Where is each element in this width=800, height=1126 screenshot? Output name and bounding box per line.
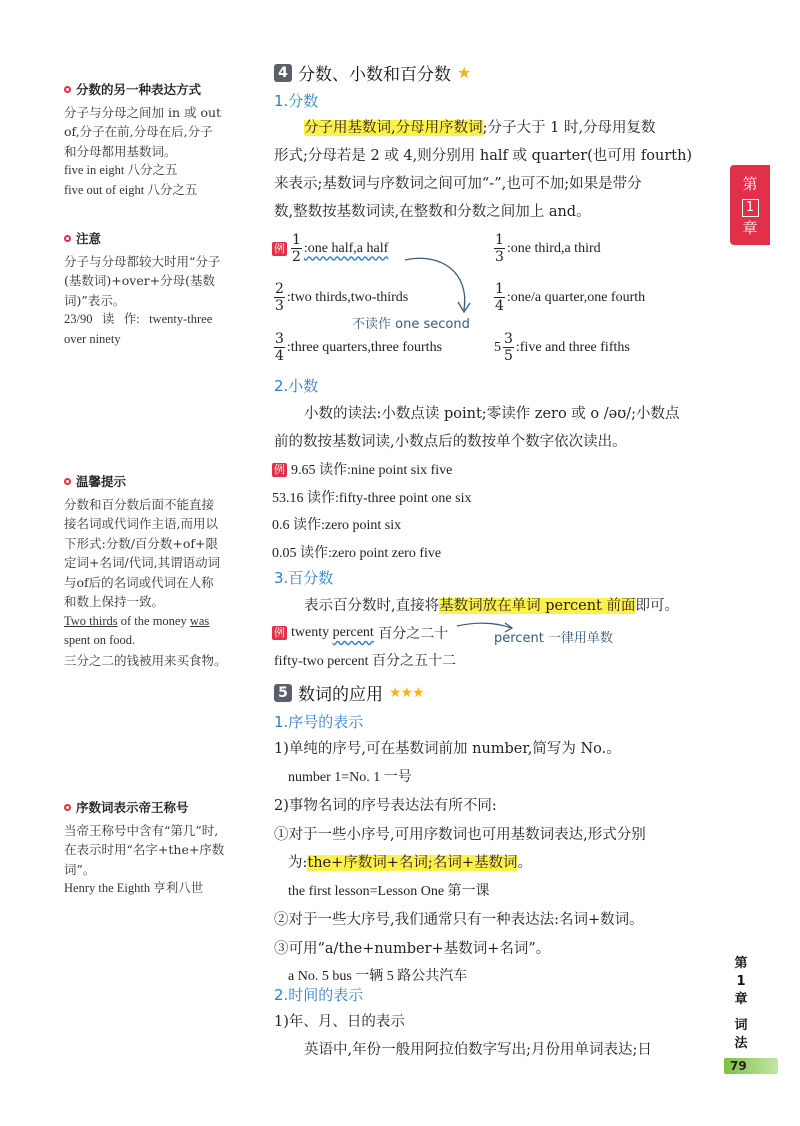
sidebar-note-ordinal-king: 序数词表示帝王称号 当帝王称号中含有“第几”时, 在表示时用“名字+the+序数 词”。 Henry the Eighth 亨利八世 [64,800,225,895]
bullet-icon [64,804,71,811]
subheading-serial-number: 1.序号的表示 [274,713,364,731]
bullet-icon [64,235,71,242]
fraction-example-half: 例 $\frac{1}{2}$ :one half,a half [274,232,389,265]
subheading-fraction: 1.分数 [274,92,319,110]
fraction-example-three-quarters: $\frac{3}{4}$ :three quarters,three fourths [275,331,443,364]
subheading-percent: 3.百分数 [274,569,334,587]
subheading-decimal: 2.小数 [274,377,319,395]
decimal-examples: 例 9.65 读作:nine point six five 53.16 读作:fifty-three point one six 0.6 读作:zero point six 0.05 读作:zero point zero five [272,463,472,561]
bullet-icon [64,478,71,485]
percent-example-2: fifty-two percent 百分之五十二 [274,654,456,669]
time-rules: 1)年、月、日的表示 英语中,年份一般用阿拉伯数字写出;月份用单词表达;日 [274,1014,652,1058]
highlight-text: 分子用基数词,分母用序数词 [304,120,483,136]
arrow-annotation [400,252,480,322]
handwritten-note-second: 不读作 one second [352,317,470,332]
section-5-heading: 5 数词的应用 ★★★ [274,680,424,705]
example-label: 例 [274,463,285,476]
section-4-heading: 4 分数、小数和百分数 ★ [274,60,471,85]
sidebar-note-tip: 温馨提示 分数和百分数后面不能直接 接名词或代词作主语,而用以 下形式:分数/百分数+of+限 定词+名词/代词,其谓语动词 与of后的名词或代词在人称 和数上保持一致。 Two thirds of the money was spent on food. 三分之二的钱被用来买食物。 [64,472,242,670]
highlight-text: the+序数词+名词;名词+基数词 [307,855,518,871]
fraction-example-quarter: $\frac{1}{4}$ :one/a quarter,one fourth [495,281,646,314]
fraction-rules: 分子用基数词,分母用序数词;分子大于 1 时,分母用复数 形式;分母若是 2 或 4,则分别用 half 或 quarter(也可用 fourth) 来表示;基数词与序数词之间可加“-”,也可不加;如果是带分 数,整数按基数词读,在整数和分数之间加上 and。 [274,120,693,220]
bullet-icon [64,86,71,93]
example-label: 例 [274,626,285,639]
star-rating-icon: ★★★ [389,684,424,701]
chapter-side-label: 第 1 章 词 法 [734,956,748,1051]
sidebar-note-attention: 注意 分子与分母都较大时用“分子 (基数词)+over+分母(基数 词)”表示。 23/90 读 作: twenty-three over ninety [64,231,221,346]
handwritten-note-percent: percent 一律用单数 [494,631,613,646]
chapter-tab[interactable]: 第 1 章 [730,165,770,245]
percent-rule: 表示百分数时,直接将基数词放在单词 percent 前面即可。 [304,598,679,614]
subheading-time: 2.时间的表示 [274,986,364,1004]
page-number: 79 [724,1058,778,1074]
sidebar-example: Two thirds of the money was [64,613,210,628]
fraction-example-two-thirds: $\frac{2}{3}$ :two thirds,two-thirds [275,281,409,314]
serial-number-rules: 1)单纯的序号,可在基数词前加 number,简写为 No.。 number 1=No. 1 一号 2)事物名词的序号表达法有所不同: ①对于一些小序号,可用序数词也可用基数词表达,形式分别 为:the+序数词+名词;名词+基数词。 the first lesson=Lesson One 第一课 ②对于一些大序号,我们通常只有一种表达法:名词+数词。 ③可用“a/the+number+基数词+名词”。 a No. 5 bus 一辆 5 路公共汽车 [274,741,646,984]
fraction-example-third: $\frac{1}{3}$ :one third,a third [495,232,601,265]
highlight-text: 基数词放在单词 percent 前面 [439,598,636,614]
percent-example-1: 例 twenty percent 百分之二十 [274,625,449,642]
fraction-example-mixed: 5 $\frac{3}{5}$ :five and three fifths [494,331,630,364]
example-label: 例 [274,241,285,255]
decimal-rules: 小数的读法:小数点读 point;零读作 zero 或 o /əʊ/;小数点 前的数按基数词读,小数点后的数按单个数字依次读出。 [274,406,680,450]
star-icon: ★ [457,63,472,82]
sidebar-note-fraction-alt: 分数的另一种表达方式 分子与分母之间加 in 或 out of,分子在前,分母在后,分子 和分母都用基数词。 five in eight 八分之五 five out of eight 八分之五 [64,82,222,197]
